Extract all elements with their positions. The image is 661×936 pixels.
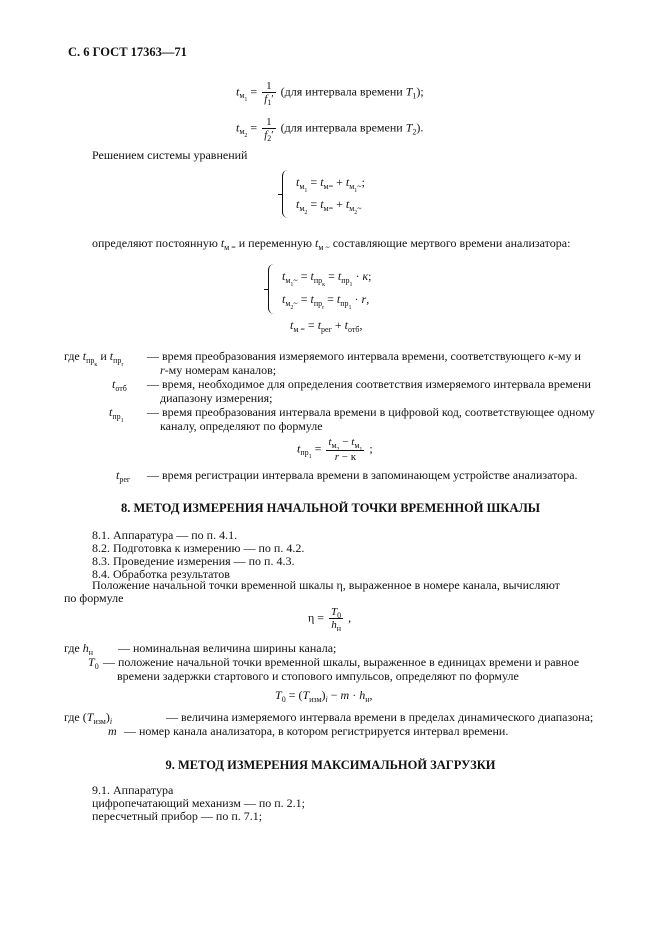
where-h: где $h_н$ bbox=[64, 641, 94, 657]
where-t0-text: — положение начальной точки временной шкалы, выраженное в единицах времени и равное bbox=[103, 655, 580, 669]
where-label-2: где bbox=[64, 641, 80, 655]
where-tizm: где $(T_{изм})_i$ bbox=[64, 710, 113, 726]
section9-item-3: пересчетный прибор — по п. 7.1; bbox=[92, 809, 263, 823]
def3-text: — время преобразования интервала времени в цифровой код, соответствующее одному bbox=[147, 405, 595, 419]
section8-title: 8. МЕТОД ИЗМЕРЕНИЯ НАЧАЛЬНОЙ ТОЧКИ ВРЕМЕННОЙ ШКАЛЫ bbox=[120, 501, 541, 515]
def3-var: $t_{пр_1}$ bbox=[109, 405, 124, 424]
def2-var: $t_{отб}$ bbox=[112, 377, 127, 393]
def4-var: $t_{рег}$ bbox=[116, 468, 131, 484]
formula-t0: $T_0 = (T_{изм})_i - m \cdot h_н$, bbox=[275, 688, 373, 704]
formula-tm2: $t_{м_2}$ = $\frac{1}{f_2'}$ (для интервала времени $T_2$). bbox=[236, 116, 424, 143]
section8-item-1: 8.1. Аппаратура — по п. 4.1. bbox=[92, 528, 238, 542]
def1-line2 bbox=[160, 363, 276, 378]
determine-part3: составляющие мертвого времени анализатора: bbox=[332, 236, 571, 250]
def1-k: к bbox=[548, 349, 554, 363]
text-determine: определяют постоянную $t_{м =}$ и переменную $t_{м \sim}$ составляющие мертвого времени анализатора: bbox=[92, 236, 571, 252]
def1-main: — время преобразования измеряемого интервала времени, соответствующего bbox=[147, 349, 546, 363]
where-m-text: — номер канала анализатора, в котором регистрируется интервал времени. bbox=[124, 724, 509, 738]
def2-line2: диапазону измерения; bbox=[160, 391, 273, 405]
formula-tpr: $t_{пр_1}$ = $\frac{t_{м_2} - t_{м_1}}{r - к}$ ; bbox=[297, 436, 373, 463]
determine-part2: и переменную bbox=[238, 236, 312, 250]
def1-text bbox=[147, 349, 581, 364]
formula-eta: η = $\frac{T_0}{h_н}$ , bbox=[308, 606, 352, 633]
determine-part1: определяют постоянную bbox=[92, 236, 218, 250]
def1-tail: -му и bbox=[553, 349, 581, 363]
section8-para1: Положение начальной точки временной шкалы η, выраженное в номере канала, вычисляют bbox=[92, 578, 560, 592]
system2-line2: $t_{м_2\sim} = t_{пр_r} = t_{пр_1} \cdot r$, bbox=[282, 292, 370, 311]
equation-system-1 bbox=[282, 170, 365, 218]
equation-system-2 bbox=[268, 264, 408, 314]
brace-1 bbox=[282, 170, 291, 218]
system1-line2: $t_{м_2} = t_{м=} + t_{м_2\sim}$ bbox=[296, 197, 362, 216]
where-label-3: где bbox=[64, 710, 80, 724]
def-where-tpr: где $t_{пр_к}$ и $t_{пр_r}$ bbox=[64, 349, 124, 368]
where-m-var: m bbox=[108, 724, 117, 738]
system2-line1: $t_{м_1\sim} = t_{пр_к} = t_{пр_1} \cdot к$; bbox=[282, 269, 372, 288]
section8-para1-b: по формуле bbox=[64, 591, 124, 605]
formula-tm1-note: (для интервала времени bbox=[280, 84, 406, 99]
def2-text: — время, необходимое для определения соответствия измеряемого интервала времени bbox=[147, 377, 591, 391]
brace-2 bbox=[268, 264, 277, 314]
section9-title: 9. МЕТОД ИЗМЕРЕНИЯ МАКСИМАЛЬНОЙ ЗАГРУЗКИ bbox=[165, 758, 496, 772]
system2-line3: $t_{м =} = t_{рег} + t_{отб}$, bbox=[290, 318, 363, 334]
and-label: и bbox=[100, 349, 107, 363]
page-header: С. 6 ГОСТ 17363—71 bbox=[68, 45, 187, 59]
section8-item-2: 8.2. Подготовка к измерению — по п. 4.2. bbox=[92, 541, 305, 555]
system1-line1: $t_{м_1} = t_{м=} + t_{м_1\sim}$; bbox=[296, 175, 365, 194]
text-solving: Решением системы уравнений bbox=[92, 148, 248, 162]
where-h-text: — номинальная величина ширины канала; bbox=[118, 641, 337, 655]
def3-line2: каналу, определяют по формуле bbox=[160, 419, 323, 433]
section9-item-2: цифропечатающий механизм — по п. 2.1; bbox=[92, 796, 305, 810]
formula-tm1: $t_{м_1}$ = $\frac{1}{f_1'}$ (для интервала времени $T_1$); bbox=[236, 80, 424, 107]
where-label: где bbox=[64, 349, 80, 363]
where-t0-text-b: времени задержки стартового и стопового импульсов, определяют по формуле bbox=[117, 669, 519, 683]
formula-tm2-note: (для интервала времени bbox=[280, 120, 406, 135]
section8-item-4: 8.4. Обработка результатов bbox=[92, 567, 230, 581]
where-tizm-text: — величина измеряемого интервала времени в пределах динамического диапазона; bbox=[166, 710, 594, 724]
section8-item-3: 8.3. Проведение измерения — по п. 4.3. bbox=[92, 554, 295, 568]
section9-item-1: 9.1. Аппаратура bbox=[92, 783, 174, 797]
where-t0-var: $T_0$ bbox=[88, 655, 99, 671]
def1-r: r bbox=[160, 363, 165, 377]
def1-line2-text: -му номерам каналов; bbox=[164, 363, 277, 377]
def4-text: — время регистрации интервала времени в запоминающем устройстве анализатора. bbox=[147, 468, 578, 482]
